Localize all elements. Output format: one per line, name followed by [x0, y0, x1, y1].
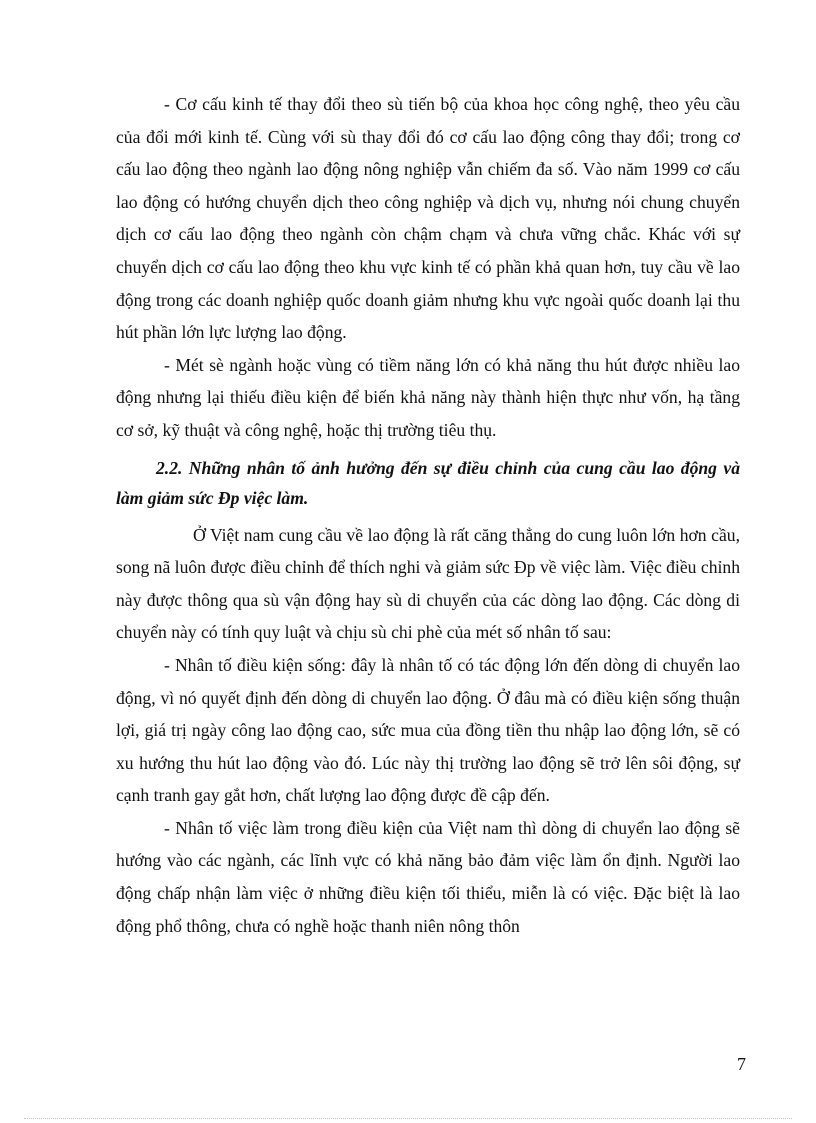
paragraph-labor-supply-demand: Ở Việt nam cung cầu về lao động là rất căng thẳng do cung luôn lớn hơn cầu, song nã luôn được điều chỉnh để thích nghi và giảm sức Ðp về việc làm. Việc điều chỉnh này được thông qua sù vận động hay sù di chuyển của các dòng lao động. Các dòng di chuyển này có tính quy luật và chịu sù chi phè của mét số nhân tố sau:	[116, 524, 740, 643]
page-body	[116, 88, 740, 942]
page-number: 7	[737, 1054, 746, 1074]
paragraph-sectors-potential: - Mét sè ngành hoặc vùng có tiềm năng lớn có khả năng thu hút được nhiều lao động nhưng lại thiếu điều kiện để biến khả năng này thành hiện thực như vốn, hạ tầng cơ sở, kỹ thuật và công nghệ, hoặc thị trường tiêu thụ.	[116, 354, 740, 440]
paragraph-employment-factor: - Nhân tố việc làm trong điều kiện của Việt nam thì dòng di chuyển lao động sẽ hướng vào các ngành, các lĩnh vực có khả năng bảo đảm việc làm ổn định. Người lao động chấp nhận làm việc ở những điều kiện tối thiểu, miễn là có việc. Đặc biệt là lao động phổ thông, chưa có nghề hoặc thanh niên nông thôn	[116, 817, 740, 936]
section-heading: 2.2. Những nhân tố ảnh hưởng đến sự điều chỉnh của cung cầu lao động và làm giảm sức Ðp việc làm.	[116, 457, 740, 509]
page-bottom-divider	[24, 1118, 792, 1119]
paragraph-economic-structure: - Cơ cấu kinh tế thay đổi theo sù tiến bộ của khoa học công nghệ, theo yêu cầu của đổi mới kinh tế. Cùng với sù thay đổi đó cơ cấu lao động công thay đổi; trong cơ cấu lao động theo ngành lao động nông nghiệp vẫn chiếm đa số. Vào năm 1999 cơ cấu lao động có hướng chuyển dịch theo công nghiệp và dịch vụ, nhưng nói chung chuyển dịch cơ cấu lao động theo ngành còn chậm chạm và chưa vững chắc. Khác với sự chuyển dịch cơ cấu lao động theo khu vực kinh tế có phần khả quan hơn, tuy cầu về lao động trong các doanh nghiệp quốc doanh giảm nhưng khu vực ngoài quốc doanh lại thu hút phần lớn lực lượng lao động.	[116, 94, 740, 343]
paragraph-living-conditions: - Nhân tố điều kiện sống: đây là nhân tố có tác động lớn đến dòng di chuyển lao động, vì nó quyết định đến dòng di chuyển lao động. Ở đâu mà có điều kiện sống thuận lợi, giá trị ngày công lao động cao, sức mua của đồng tiền thu nhập lao động lớn, sẽ có xu hướng thu hút lao động vào đó. Lúc này thị trường lao động sẽ trở lên sôi động, sự cạnh tranh gay gắt hơn, chất lượng lao động được đề cập đến.	[116, 654, 740, 806]
